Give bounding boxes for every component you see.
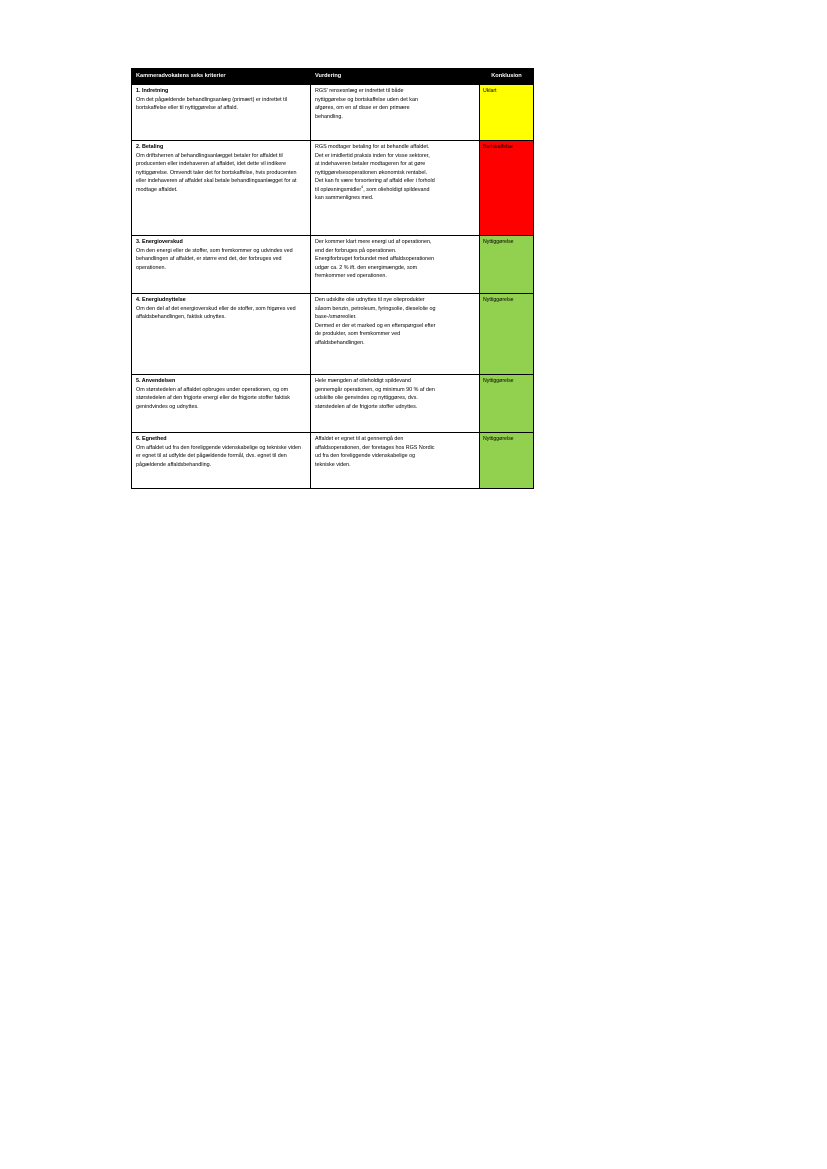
conclusion-cell [480,294,534,375]
conclusion-cell [480,375,534,433]
criterion-description: Om affaldet ud fra den foreliggende videnskabelige og tekniske viden er egnet til at udfylde det pågældende formål, dvs. egnet til den pågældende affaldsbehandling. [136,444,302,468]
conclusion-label: Nyttiggørelse [483,378,514,384]
criterion-cell [132,141,311,236]
assessment-text: Hele mængden af olieholdigt spildevand gennemgår operationen, og minimum 90 % af den udskilte olie genvindes og nyttiggøres, dvs. størstedelen af de frigjorte stoffer udnyttes. [315,378,435,410]
criterion-title: 1. Indretning [136,88,169,94]
criterion-cell [132,236,311,294]
table-row [132,85,534,141]
criterion-title: 5. Anvendelsen [136,378,176,384]
criterion-description: Om driftsherren af behandlingsanlægget betaler for affaldet til producenten eller indehaveren af affaldet, idet dette vil indikere nyttiggørelse. Omvendt taler det for bortskaffelse, hvis producenten eller indehaveren af affaldet skal betale behandlingsanlægget for at modtage affaldet. [136,152,297,193]
header-conclusion: Konklusion [480,69,534,85]
criterion-title: 3. Energioverskud [136,239,183,245]
assessment-text: RGS' rensesnlæg er indrettet til både nyttiggørelse og bortskaffelse uden det kan afgøres, om en af disse er den primære behandling. [315,88,418,120]
conclusion-cell [480,433,534,489]
conclusion-cell [480,236,534,294]
assessment-text: Affaldet er egnet til at gennemgå den affaldsoperationen, der foretages hos RGS Nordic ud fra den foreliggende videnskabelige og tekniske viden. [315,436,435,468]
assessment-cell [311,141,480,236]
table-row [132,375,534,433]
criterion-description: Om den energi eller de stoffer, som fremkommer og udvindes ved behandlingen af affaldet, er større end det, der forbruges ved operationen. [136,247,293,271]
assessment-text: Den udskilte olie udnyttes til nye olieprodukter såsom benzin, petroleum, fyringsolie, dieselolie og base-/smøreolier. Dermed er der et marked og en efterspørgsel efter de produkter, som fremkommer ved affaldsbehandlingen. [315,297,436,346]
footnote-ref: 4 [361,184,364,189]
conclusion-label: Bortskaffelse [483,144,513,150]
criterion-title: 6. Egnethed [136,436,167,442]
criterion-cell [132,375,311,433]
criterion-title: 2. Betaling [136,144,164,150]
table-row [132,433,534,489]
conclusion-label: Uklart [483,88,497,94]
conclusion-label: Nyttiggørelse [483,436,514,442]
assessment-cell [311,294,480,375]
assessment-cell [311,85,480,141]
header-criteria: Kammeradvokatens seks kriterier [132,69,311,85]
criterion-description: Om den del af det energioverskud eller de stoffer, som frigøres ved affaldsbehandlingen, faktisk udnyttes. [136,305,296,320]
table-row [132,141,534,236]
conclusion-cell [480,141,534,236]
table-header-row [132,69,534,85]
conclusion-label: Nyttiggørelse [483,297,514,303]
assessment-cell [311,433,480,489]
criterion-title: 4. Energiudnyttelse [136,297,186,303]
table-row [132,236,534,294]
criterion-cell [132,433,311,489]
conclusion-cell [480,85,534,141]
assessment-text-part: RGS modtager betaling for at behandle affaldet. Det er imidlertid praksis inden for visse sektorer, at indehaveren betaler modtageren for at gøre nyttiggørelsesoperationen økonomisk rentabel. Det kan fx være forsortering af affald eller i forhold til opløsningsmidler [315,144,435,193]
criterion-description: Om størstedelen af affaldet opbruges under operationen, og om størstedelen af den frigjorte energi eller de frigjorte stoffer faktisk genindvindes og udnyttes. [136,386,290,410]
assessment-cell [311,375,480,433]
assessment-cell [311,236,480,294]
conclusion-label: Nyttiggørelse [483,239,514,245]
table-row [132,294,534,375]
assessment-text-part: , som olieholdigt spildevand kan sammenlignes med. [315,186,430,201]
assessment-text [315,143,475,203]
header-assessment: Vurdering [311,69,480,85]
assessment-text: Der kommer klart mere energi ud af operationen, end der forbruges på operationen. Energiforbruget forbundet med affaldsoperationen udgør ca. 2 % ift. den energimængde, som fremkommer ved operationen. [315,239,435,279]
criterion-cell [132,85,311,141]
criteria-table [131,68,534,489]
criterion-cell [132,294,311,375]
criterion-description: Om det pågældende behandlingsanlæg (primært) er indrettet til bortskaffelse eller til nyttiggørelse af affald. [136,96,288,111]
